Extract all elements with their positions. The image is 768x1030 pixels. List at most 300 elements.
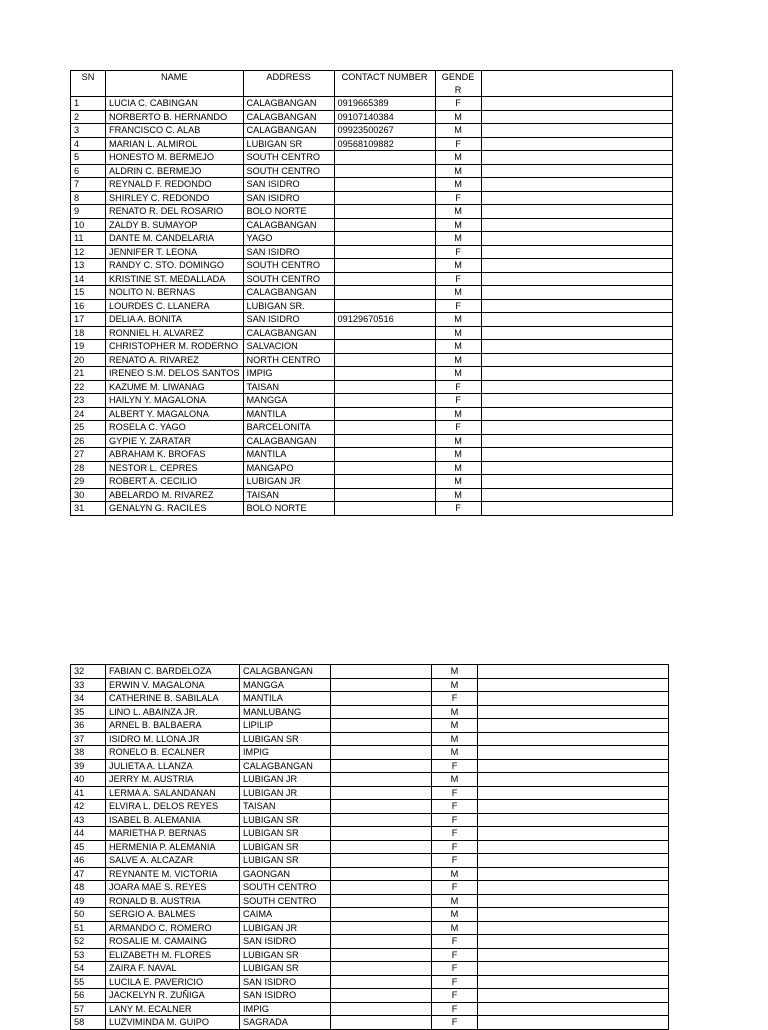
cell-address: SAGRADA <box>240 1016 331 1030</box>
table-row <box>71 259 673 273</box>
cell-contact <box>334 218 435 232</box>
roster-table-2 <box>70 664 669 1030</box>
cell-address: SOUTH CENTRO <box>243 272 334 286</box>
cell-sn: 57 <box>71 1002 106 1016</box>
cell-name: REYNALD F. REDONDO <box>106 178 244 192</box>
cell-sn: 22 <box>71 380 106 394</box>
cell-contact <box>334 461 435 475</box>
cell-name: SALVE A. ALCAZAR <box>106 854 240 868</box>
cell-name: JERRY M. AUSTRIA <box>106 773 240 787</box>
table-row <box>71 137 673 151</box>
table-row <box>71 705 669 719</box>
cell-blank <box>481 97 672 111</box>
table-row <box>71 286 673 300</box>
cell-sn: 56 <box>71 989 106 1003</box>
cell-sn: 9 <box>71 205 106 219</box>
cell-address: MANGGA <box>243 394 334 408</box>
cell-name: RONELO B. ECALNER <box>106 746 240 760</box>
cell-blank <box>478 705 669 719</box>
cell-contact <box>331 935 432 949</box>
cell-name: GENALYN G. RACILES <box>106 502 244 516</box>
cell-name: JACKELYN R. ZUÑIGA <box>106 989 240 1003</box>
cell-address: LUBIGAN SR <box>240 813 331 827</box>
cell-sn: 50 <box>71 908 106 922</box>
cell-sn: 17 <box>71 313 106 327</box>
cell-contact <box>331 665 432 679</box>
cell-name: JOARA MAE S. REYES <box>106 881 240 895</box>
cell-contact <box>331 813 432 827</box>
cell-sn: 39 <box>71 759 106 773</box>
cell-contact <box>331 692 432 706</box>
cell-gender: M <box>435 178 481 192</box>
cell-address: LUBIGAN SR <box>240 854 331 868</box>
header-sn: SN <box>71 71 106 97</box>
cell-gender: F <box>432 989 478 1003</box>
cell-gender: M <box>435 205 481 219</box>
table-row <box>71 813 669 827</box>
cell-blank <box>478 840 669 854</box>
cell-gender: M <box>432 746 478 760</box>
cell-blank <box>481 151 672 165</box>
cell-address: MANTILA <box>243 448 334 462</box>
cell-gender: M <box>432 732 478 746</box>
table-row <box>71 353 673 367</box>
cell-contact <box>331 975 432 989</box>
cell-gender: F <box>432 827 478 841</box>
table-row <box>71 665 669 679</box>
cell-gender: M <box>435 326 481 340</box>
cell-sn: 14 <box>71 272 106 286</box>
cell-sn: 6 <box>71 164 106 178</box>
cell-blank <box>481 394 672 408</box>
cell-sn: 34 <box>71 692 106 706</box>
cell-sn: 3 <box>71 124 106 138</box>
cell-name: REYNANTE M. VICTORIA <box>106 867 240 881</box>
table-row <box>71 881 669 895</box>
cell-sn: 45 <box>71 840 106 854</box>
table-row <box>71 245 673 259</box>
cell-blank <box>481 110 672 124</box>
cell-blank <box>481 434 672 448</box>
cell-address: SAN ISIDRO <box>240 975 331 989</box>
table-row <box>71 840 669 854</box>
cell-blank <box>481 137 672 151</box>
cell-name: RONNIEL H. ALVAREZ <box>106 326 244 340</box>
cell-address: CALAGBANGAN <box>243 434 334 448</box>
cell-gender: M <box>435 259 481 273</box>
cell-name: ROSALIE M. CAMAING <box>106 935 240 949</box>
header-gender-label: GENDE R <box>441 72 475 95</box>
cell-name: ISIDRO M. LLONA JR <box>106 732 240 746</box>
cell-address: MANTILA <box>240 692 331 706</box>
table-row <box>71 407 673 421</box>
table-row <box>71 854 669 868</box>
cell-sn: 5 <box>71 151 106 165</box>
cell-name: ALDRIN C. BERMEJO <box>106 164 244 178</box>
cell-sn: 49 <box>71 894 106 908</box>
cell-gender: F <box>432 854 478 868</box>
cell-contact: 09129670516 <box>334 313 435 327</box>
table-row <box>71 502 673 516</box>
cell-address: SOUTH CENTRO <box>240 894 331 908</box>
cell-address: CALAGBANGAN <box>243 218 334 232</box>
cell-name: RANDY C. STO. DOMINGO <box>106 259 244 273</box>
cell-contact <box>331 867 432 881</box>
cell-gender: F <box>435 137 481 151</box>
cell-contact <box>331 908 432 922</box>
cell-name: JENNIFER T. LEONA <box>106 245 244 259</box>
cell-contact <box>334 475 435 489</box>
table-row <box>71 124 673 138</box>
cell-contact <box>334 340 435 354</box>
cell-blank <box>481 272 672 286</box>
cell-contact <box>334 151 435 165</box>
cell-sn: 48 <box>71 881 106 895</box>
cell-gender: M <box>432 867 478 881</box>
cell-gender: F <box>435 191 481 205</box>
cell-contact <box>331 719 432 733</box>
header-name: NAME <box>106 71 244 97</box>
cell-address: CALAGBANGAN <box>243 97 334 111</box>
cell-gender: M <box>432 921 478 935</box>
cell-sn: 16 <box>71 299 106 313</box>
table-row <box>71 313 673 327</box>
cell-address: MANGAPO <box>243 461 334 475</box>
table-row <box>71 448 673 462</box>
table-row <box>71 178 673 192</box>
cell-contact <box>334 367 435 381</box>
table-row <box>71 786 669 800</box>
cell-address: SAN ISIDRO <box>240 935 331 949</box>
table-row <box>71 191 673 205</box>
cell-name: KRISTINE ST. MEDALLADA <box>106 272 244 286</box>
cell-blank <box>478 786 669 800</box>
table-row <box>71 800 669 814</box>
cell-sn: 36 <box>71 719 106 733</box>
cell-address: LUBIGAN SR. <box>243 299 334 313</box>
table-row <box>71 692 669 706</box>
cell-address: SOUTH CENTRO <box>243 164 334 178</box>
cell-address: LUBIGAN JR <box>240 786 331 800</box>
cell-gender: M <box>435 164 481 178</box>
cell-contact <box>334 502 435 516</box>
cell-contact <box>334 488 435 502</box>
cell-gender: M <box>435 367 481 381</box>
cell-contact <box>334 286 435 300</box>
cell-address: BARCELONITA <box>243 421 334 435</box>
cell-blank <box>478 935 669 949</box>
cell-gender: F <box>432 881 478 895</box>
cell-blank <box>481 191 672 205</box>
cell-gender: F <box>435 299 481 313</box>
cell-contact <box>334 407 435 421</box>
cell-sn: 25 <box>71 421 106 435</box>
cell-address: MANLUBANG <box>240 705 331 719</box>
cell-address: TAISAN <box>243 380 334 394</box>
cell-blank <box>478 975 669 989</box>
cell-name: ABELARDO M. RIVAREZ <box>106 488 244 502</box>
cell-name: JULIETA A. LLANZA <box>106 759 240 773</box>
table-row <box>71 218 673 232</box>
cell-blank <box>478 827 669 841</box>
cell-address: CALAGBANGAN <box>240 759 331 773</box>
cell-blank <box>478 773 669 787</box>
cell-gender: M <box>435 110 481 124</box>
cell-sn: 58 <box>71 1016 106 1030</box>
cell-blank <box>481 245 672 259</box>
header-contact-number: CONTACT NUMBER <box>334 71 435 97</box>
cell-name: KAZUME M. LIWANAG <box>106 380 244 394</box>
table-row <box>71 272 673 286</box>
cell-gender: M <box>435 218 481 232</box>
cell-sn: 8 <box>71 191 106 205</box>
table-row <box>71 151 673 165</box>
cell-gender: M <box>432 894 478 908</box>
table-row <box>71 678 669 692</box>
cell-contact <box>331 894 432 908</box>
cell-address: SOUTH CENTRO <box>240 881 331 895</box>
cell-name: DANTE M. CANDELARIA <box>106 232 244 246</box>
cell-gender: M <box>435 434 481 448</box>
header-gender <box>435 71 481 97</box>
cell-address: IMPIG <box>243 367 334 381</box>
table-row <box>71 948 669 962</box>
cell-sn: 40 <box>71 773 106 787</box>
cell-address: LUBIGAN SR <box>240 962 331 976</box>
cell-blank <box>481 164 672 178</box>
cell-address: SAN ISIDRO <box>240 989 331 1003</box>
cell-contact <box>334 164 435 178</box>
cell-blank <box>481 448 672 462</box>
cell-gender: M <box>435 407 481 421</box>
cell-blank <box>478 908 669 922</box>
cell-gender: M <box>435 488 481 502</box>
cell-name: ERWIN V. MAGALONA <box>106 678 240 692</box>
cell-sn: 52 <box>71 935 106 949</box>
cell-name: DELIA A. BONITA <box>106 313 244 327</box>
cell-gender: F <box>432 800 478 814</box>
cell-gender: F <box>432 975 478 989</box>
cell-sn: 2 <box>71 110 106 124</box>
cell-name: ABRAHAM K. BROFAS <box>106 448 244 462</box>
cell-sn: 38 <box>71 746 106 760</box>
cell-address: IMPIG <box>240 1002 331 1016</box>
header-row <box>71 71 673 97</box>
table-row <box>71 461 673 475</box>
cell-gender: M <box>435 124 481 138</box>
cell-sn: 44 <box>71 827 106 841</box>
cell-blank <box>478 948 669 962</box>
cell-blank <box>481 380 672 394</box>
cell-gender: F <box>435 245 481 259</box>
cell-contact <box>334 299 435 313</box>
cell-sn: 12 <box>71 245 106 259</box>
cell-gender: M <box>435 151 481 165</box>
cell-contact <box>331 827 432 841</box>
cell-sn: 37 <box>71 732 106 746</box>
cell-name: LUCILA E. PAVERICIO <box>106 975 240 989</box>
cell-blank <box>478 962 669 976</box>
cell-sn: 10 <box>71 218 106 232</box>
cell-contact: 09568109882 <box>334 137 435 151</box>
header-address: ADDRESS <box>243 71 334 97</box>
cell-sn: 20 <box>71 353 106 367</box>
table-row <box>71 205 673 219</box>
cell-gender: M <box>432 678 478 692</box>
cell-address: TAISAN <box>240 800 331 814</box>
cell-sn: 31 <box>71 502 106 516</box>
table-row <box>71 1016 669 1030</box>
cell-blank <box>481 407 672 421</box>
table-row <box>71 1002 669 1016</box>
cell-blank <box>478 732 669 746</box>
cell-sn: 43 <box>71 813 106 827</box>
cell-blank <box>478 719 669 733</box>
cell-name: RONALD B. AUSTRIA <box>106 894 240 908</box>
table-row <box>71 746 669 760</box>
table-row <box>71 921 669 935</box>
table-row <box>71 232 673 246</box>
cell-contact <box>331 773 432 787</box>
cell-contact <box>334 448 435 462</box>
cell-address: YAGO <box>243 232 334 246</box>
table-row <box>71 719 669 733</box>
cell-gender: M <box>435 353 481 367</box>
cell-sn: 33 <box>71 678 106 692</box>
cell-contact <box>334 232 435 246</box>
cell-gender: M <box>435 475 481 489</box>
cell-name: ZALDY B. SUMAYOP <box>106 218 244 232</box>
table-row <box>71 867 669 881</box>
cell-gender: M <box>432 908 478 922</box>
cell-contact <box>331 840 432 854</box>
cell-blank <box>478 881 669 895</box>
cell-name: ARNEL B. BALBAERA <box>106 719 240 733</box>
cell-contact <box>334 259 435 273</box>
table-row <box>71 394 673 408</box>
cell-name: NESTOR L. CEPRES <box>106 461 244 475</box>
table-row <box>71 827 669 841</box>
cell-blank <box>481 461 672 475</box>
cell-sn: 24 <box>71 407 106 421</box>
table-row <box>71 908 669 922</box>
cell-name: SHIRLEY C. REDONDO <box>106 191 244 205</box>
cell-contact <box>334 326 435 340</box>
cell-address: SAN ISIDRO <box>243 313 334 327</box>
cell-sn: 19 <box>71 340 106 354</box>
cell-name: ARMANDO C. ROMERO <box>106 921 240 935</box>
roster-body-1 <box>71 97 673 516</box>
cell-name: ROSELA C. YAGO <box>106 421 244 435</box>
table-row <box>71 340 673 354</box>
cell-sn: 26 <box>71 434 106 448</box>
roster-table-1 <box>70 70 673 516</box>
cell-sn: 23 <box>71 394 106 408</box>
cell-gender: F <box>435 380 481 394</box>
cell-contact <box>331 962 432 976</box>
cell-name: RENATO R. DEL ROSARIO <box>106 205 244 219</box>
cell-gender: F <box>435 394 481 408</box>
cell-sn: 35 <box>71 705 106 719</box>
cell-gender: M <box>435 286 481 300</box>
cell-gender: M <box>435 232 481 246</box>
cell-sn: 29 <box>71 475 106 489</box>
cell-sn: 46 <box>71 854 106 868</box>
cell-blank <box>478 692 669 706</box>
cell-contact <box>334 353 435 367</box>
cell-contact <box>331 800 432 814</box>
cell-address: SALVACION <box>243 340 334 354</box>
cell-name: LANY M. ECALNER <box>106 1002 240 1016</box>
cell-sn: 51 <box>71 921 106 935</box>
table-row <box>71 935 669 949</box>
cell-blank <box>481 232 672 246</box>
cell-sn: 54 <box>71 962 106 976</box>
cell-blank <box>478 894 669 908</box>
cell-blank <box>478 867 669 881</box>
cell-sn: 42 <box>71 800 106 814</box>
cell-gender: M <box>435 448 481 462</box>
cell-address: CAIMA <box>240 908 331 922</box>
cell-sn: 11 <box>71 232 106 246</box>
cell-name: HONESTO M. BERMEJO <box>106 151 244 165</box>
header-blank <box>481 71 672 97</box>
cell-contact <box>331 678 432 692</box>
cell-address: CALAGBANGAN <box>243 110 334 124</box>
cell-name: NORBERTO B. HERNANDO <box>106 110 244 124</box>
cell-gender: F <box>432 1016 478 1030</box>
cell-gender: F <box>432 786 478 800</box>
cell-sn: 1 <box>71 97 106 111</box>
cell-contact <box>334 191 435 205</box>
table-row <box>71 962 669 976</box>
cell-address: LUBIGAN JR <box>243 475 334 489</box>
cell-name: ELIZABETH M. FLORES <box>106 948 240 962</box>
table-row <box>71 326 673 340</box>
table-row <box>71 894 669 908</box>
cell-address: TAISAN <box>243 488 334 502</box>
table-row <box>71 773 669 787</box>
table-row <box>71 989 669 1003</box>
cell-sn: 30 <box>71 488 106 502</box>
cell-blank <box>481 421 672 435</box>
cell-name: LINO L. ABAINZA JR. <box>106 705 240 719</box>
cell-address: SAN ISIDRO <box>243 245 334 259</box>
cell-gender: F <box>432 813 478 827</box>
cell-contact <box>331 881 432 895</box>
cell-name: FABIAN C. BARDELOZA <box>106 665 240 679</box>
cell-name: ROBERT A. CECILIO <box>106 475 244 489</box>
cell-blank <box>481 326 672 340</box>
cell-contact <box>331 854 432 868</box>
cell-blank <box>478 854 669 868</box>
cell-contact: 09107140384 <box>334 110 435 124</box>
cell-sn: 7 <box>71 178 106 192</box>
cell-gender: F <box>432 840 478 854</box>
table-row <box>71 380 673 394</box>
cell-contact <box>334 272 435 286</box>
cell-gender: F <box>432 935 478 949</box>
cell-blank <box>478 678 669 692</box>
table-row <box>71 475 673 489</box>
cell-sn: 41 <box>71 786 106 800</box>
cell-gender: F <box>435 421 481 435</box>
cell-sn: 47 <box>71 867 106 881</box>
cell-address: LUBIGAN SR <box>243 137 334 151</box>
cell-address: SAN ISIDRO <box>243 178 334 192</box>
cell-contact <box>331 1002 432 1016</box>
cell-contact <box>331 1016 432 1030</box>
